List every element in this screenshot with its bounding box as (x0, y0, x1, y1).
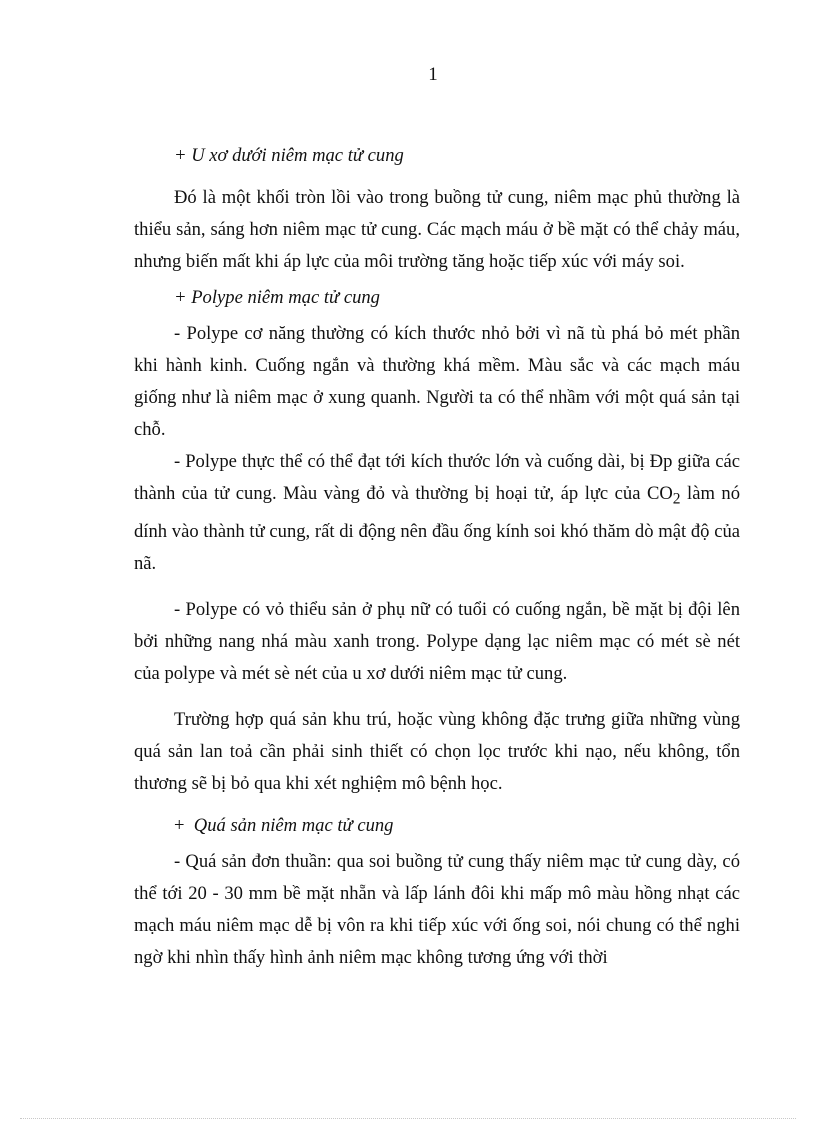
paragraph-polype-thuc-the-part2: làm nó dính vào thành tử cung, rất di động nên đầu ống kính soi khó thăm dò mật độ của nã. (134, 483, 740, 574)
paragraph-polype-vo-thieu-san: - Polype có vỏ thiểu sản ở phụ nữ có tuổi có cuống ngắn, bề mặt bị đội lên bởi những nang nhá màu xanh trong. Polype dạng lạc niêm mạc có mét sè nét của polype và mét sè nét của u xơ dưới niêm mạc tử cung. (134, 598, 740, 684)
page-bottom-divider (20, 1118, 796, 1119)
document-body (134, 140, 740, 974)
paragraph-u-xo-description: Đó là một khối tròn lồi vào trong buồng tử cung, niêm mạc phủ thường là thiểu sản, sáng hơn niêm mạc tử cung. Các mạch máu ở bề mặt có thể chảy máu, nhưng biến mất khi áp lực của môi trường tăng hoặc tiếp xúc với máy soi. (134, 187, 740, 272)
paragraph-polype-thuc-the-part1: - Polype thực thể có thể đạt tới kích thước lớn và cuống dài, bị Đp giữa các thành của tử cung. Màu vàng đỏ và thường bị hoại tử, áp lực của CO (134, 451, 740, 504)
section-heading-qua-san (134, 810, 740, 842)
heading-plus-sign: + (174, 814, 185, 836)
section-heading-polype: + Polype niêm mạc tử cung (174, 287, 380, 308)
section-heading-u-xo: + U xơ dưới niêm mạc tử cung (174, 145, 404, 166)
paragraph-polype-thuc-the (134, 446, 740, 580)
paragraph-polype-co-nang: - Polype cơ năng thường có kích thước nhỏ bởi vì nã tù phá bỏ mét phần khi hành kinh. Cuống ngắn và thường khá mềm. Màu sắc và các mạch máu giống như là niêm mạc ở xung quanh. Người ta có thể nhầm với một quá sản tại chỗ. (134, 323, 740, 440)
paragraph-qua-san-don-thuan: - Quá sản đơn thuần: qua soi buồng tử cung thấy niêm mạc tử cung dày, có thể tới 20 - 30 mm bề mặt nhẵn và lấp lánh đôi khi mấp mô màu hồng nhạt các mạch máu niêm mạc dễ bị vôn ra khi tiếp xúc với ống soi, nói chung có thể nghi ngờ khi nhìn thấy hình ảnh niêm mạc không tương ứng với thời (134, 850, 740, 968)
heading-qua-san-text: Quá sản niêm mạc tử cung (193, 814, 394, 836)
page-number: 1 (428, 64, 438, 85)
paragraph-qua-san-khu-tru: Trường hợp quá sản khu trú, hoặc vùng không đặc trưng giữa những vùng quá sản lan toả cần phải sinh thiết có chọn lọc trước khi nạo, nếu không, tổn thương sẽ bị bỏ qua khi xét nghiệm mô bệnh học. (134, 708, 740, 794)
co2-subscript: 2 (672, 490, 681, 508)
